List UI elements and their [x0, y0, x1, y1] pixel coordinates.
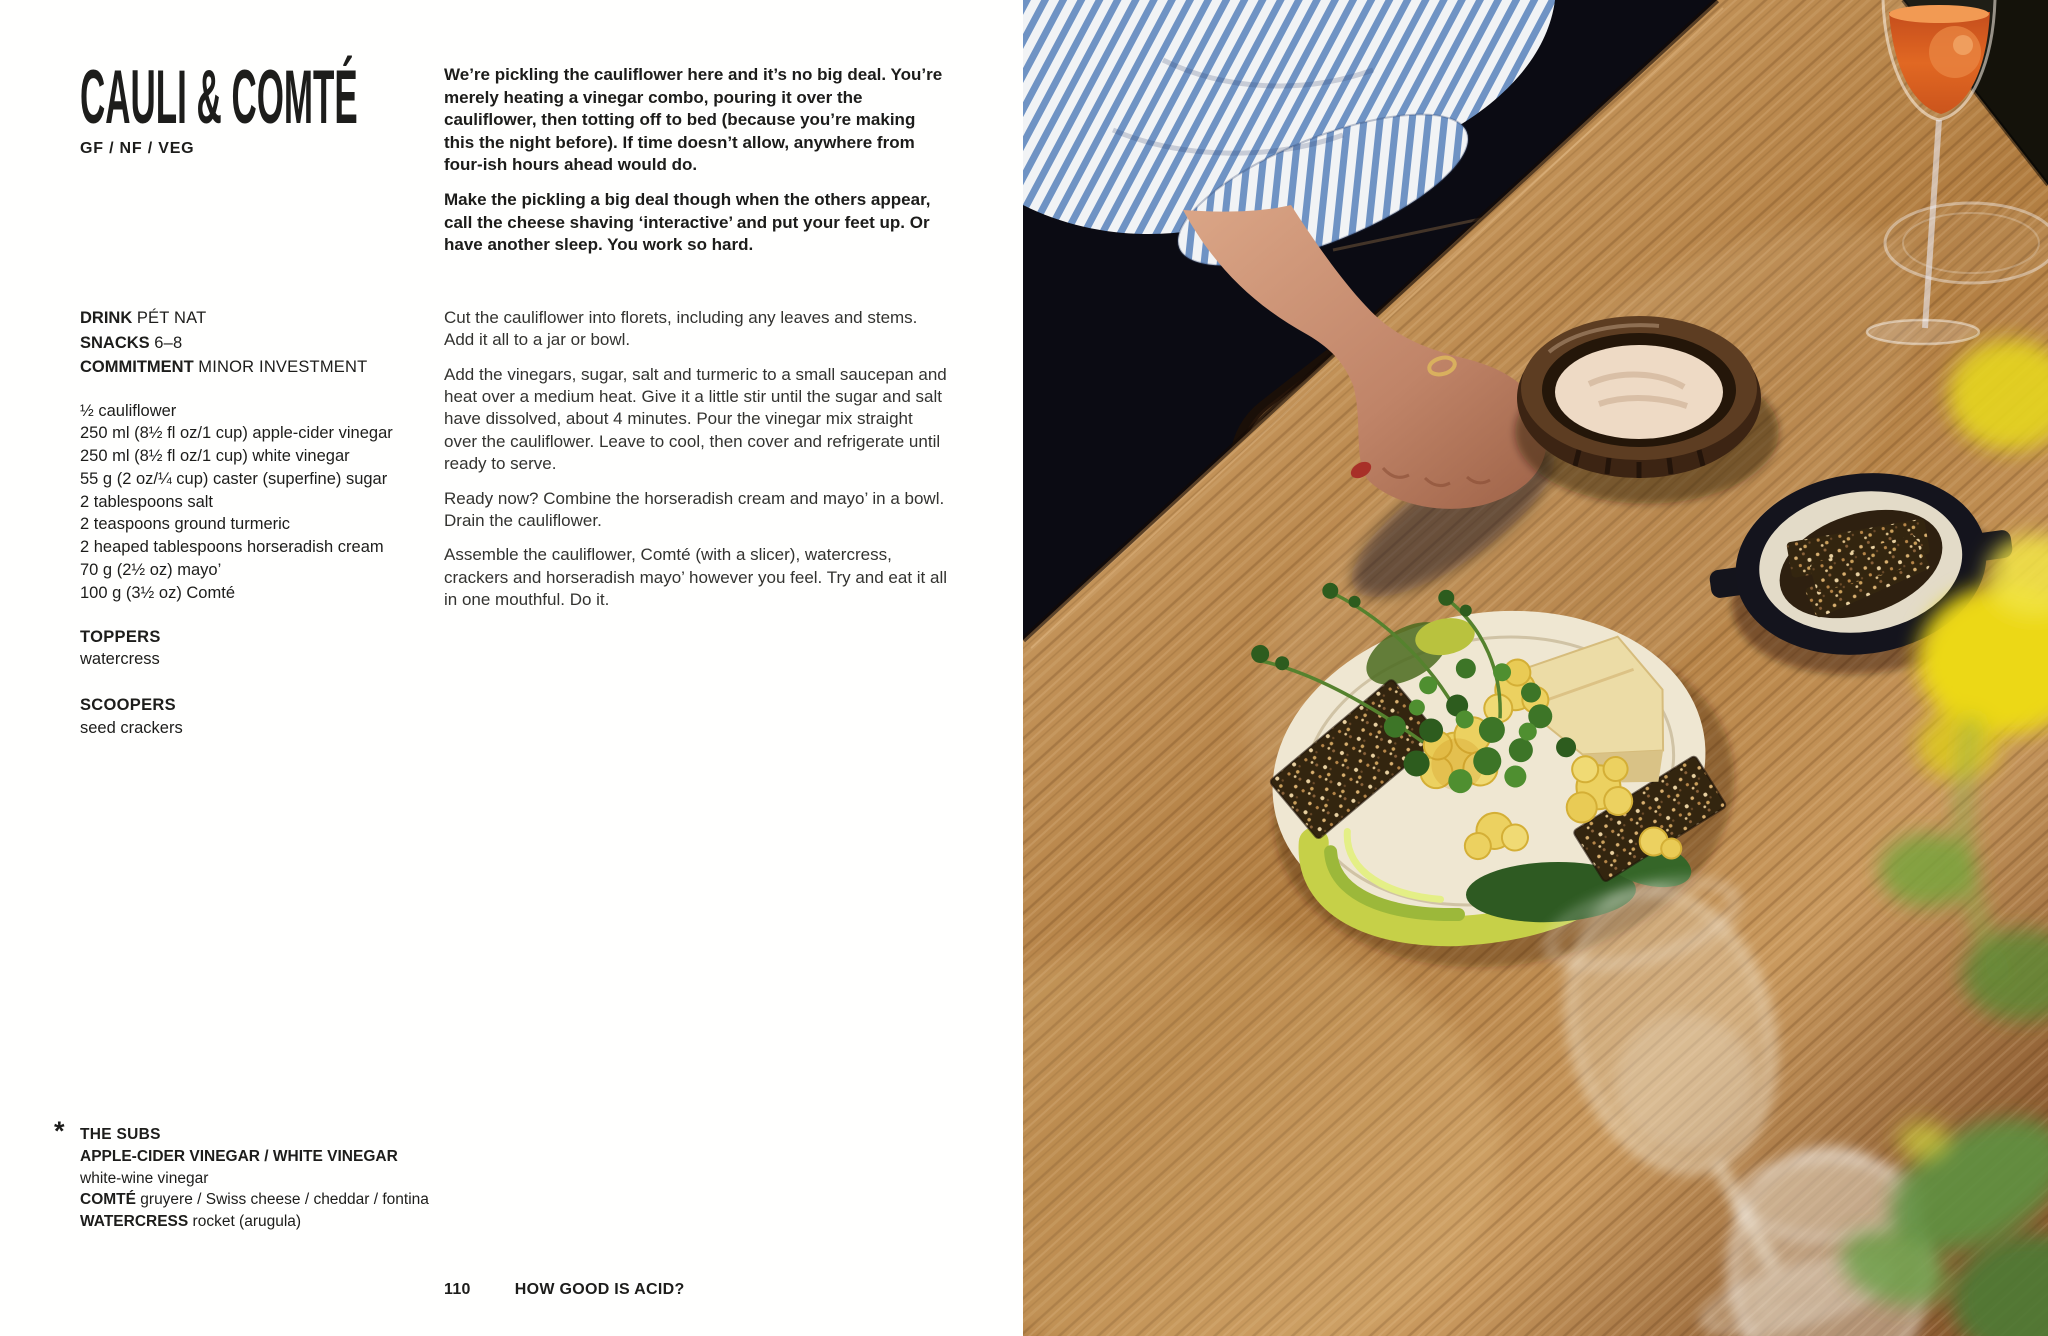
method-step: Assemble the cauliflower, Comté (with a slicer), watercress, crackers and horseradish mayo’ however you feel. Try and eat it all in one mouthful. Do it. — [444, 545, 948, 610]
ingredient-line: 250 ml (8½ fl oz/1 cup) apple-cider vinegar — [80, 424, 393, 443]
scoopers-section: SCOOPERS seed crackers — [80, 696, 183, 738]
photo-page — [1023, 0, 2048, 1336]
ingredient-line: 55 g (2 oz/¼ cup) caster (superfine) sugar — [80, 469, 388, 488]
recipe-meta — [80, 306, 450, 380]
ingredient-line: 2 teaspoons ground turmeric — [80, 515, 291, 534]
page-number: 110 — [444, 1281, 471, 1298]
recipe-title: CAULI & COMTÉ — [80, 55, 358, 140]
method-paragraphs — [444, 307, 949, 612]
method-step: Add the vinegars, sugar, salt and turmeric to a small saucepan and heat over a medium heat. Give it a little stir until the sugar and salt have dissolved, about 4 minutes. Pour the vinegar mix straight over the cauliflower. Leave to cool, then cover and refrigerate until ready to serve. — [444, 364, 947, 474]
ingredient-list — [80, 400, 450, 605]
subs-entry: COMTÉ gruyere / Swiss cheese / cheddar / fontina — [80, 1191, 429, 1209]
ingredient-line: ½ cauliflower — [80, 401, 177, 420]
ingredient-line: 100 g (3½ oz) Comté — [80, 583, 235, 602]
ingredients-column — [80, 306, 450, 740]
dietary-tags: GF / NF / VEG — [80, 140, 195, 157]
meta-snacks: SNACKS 6–8 — [80, 333, 183, 352]
subs-section — [54, 1116, 500, 1233]
page-footer — [444, 1281, 685, 1299]
intro-paragraph: We’re pickling the cauliflower here and it’s no big deal. You’re merely heating a vinegar combo, pouring it over the cauliflower, then totting off to bed (because you’re making this the night before). If time doesn’t allow, anywhere from four-ish hours ahead would do. — [444, 65, 943, 175]
toppers-section: TOPPERS watercress — [80, 627, 161, 669]
intro-paragraph: Make the pickling a big deal though when the others appear, call the cheese shaving ‘interactive’ and put your feet up. Or have another sleep. You work so hard. — [444, 189, 931, 255]
subs-heading: * THE SUBS — [54, 1116, 161, 1146]
food-photo — [1023, 0, 2048, 1336]
method-step: Ready now? Combine the horseradish cream and mayo’ in a bowl. Drain the cauliflower. — [444, 488, 945, 530]
glass-base — [1867, 320, 1979, 344]
book-title: HOW GOOD IS ACID? — [514, 1281, 685, 1298]
horseradish-cream — [1555, 345, 1723, 439]
subs-entry-label: APPLE-CIDER VINEGAR / WHITE VINEGAR — [80, 1147, 398, 1165]
ingredient-line: 2 heaped tablespoons horseradish cream — [80, 538, 384, 557]
asterisk-marker: * — [54, 1116, 65, 1146]
ingredient-line: 250 ml (8½ fl oz/1 cup) white vinegar — [80, 447, 350, 466]
method-column — [444, 64, 949, 624]
meta-drink: DRINK PÉT NAT — [80, 309, 207, 327]
intro-paragraphs — [444, 64, 949, 257]
subs-entry: WATERCRESS rocket (arugula) — [80, 1213, 302, 1231]
ingredient-line: 2 tablespoons salt — [80, 492, 214, 511]
method-step: Cut the cauliflower into florets, including any leaves and stems. Add it all to a jar or bowl. — [444, 307, 918, 350]
recipe-page — [0, 0, 1023, 1336]
ingredient-line: 70 g (2½ oz) mayo’ — [80, 561, 222, 580]
subs-entry-value: white-wine vinegar — [80, 1169, 209, 1187]
meta-commitment: COMMITMENT MINOR INVESTMENT — [80, 358, 368, 376]
empty-glass-rim — [1885, 203, 2048, 283]
